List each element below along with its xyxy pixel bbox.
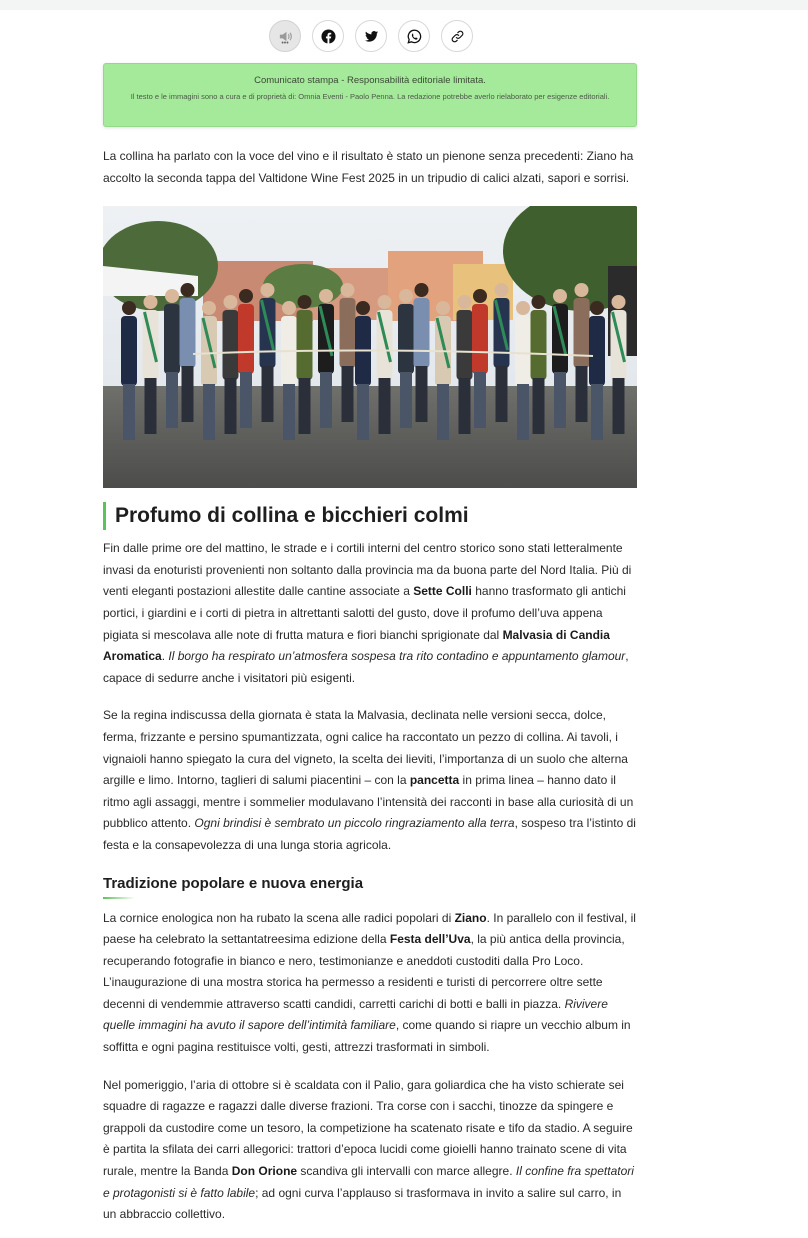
person-body: [611, 310, 627, 380]
twitter-share-button[interactable]: [355, 20, 387, 52]
article-intro: La collina ha parlato con la voce del vino e il risultato è stato un pienone senza precedenti: Ziano ha accolto la seconda tappa del Valtidone Wine Fest 2025 in un tripudio di calici alzati, sapori e sorrisi.: [103, 149, 634, 185]
person-body: [260, 298, 276, 368]
person-legs: [283, 384, 295, 440]
person-head: [356, 301, 370, 315]
person-body: [531, 310, 547, 380]
bold-text: Ziano: [454, 910, 487, 925]
whatsapp-share-button[interactable]: [398, 20, 430, 52]
person-head: [319, 289, 333, 303]
person-legs: [517, 384, 529, 440]
person-head: [298, 295, 312, 309]
person-legs: [320, 372, 332, 428]
person-body: [515, 316, 531, 386]
paragraph-4: [103, 1075, 637, 1226]
text-segment: Nel pomeriggio, l’aria di ottobre si è scaldata con il Palio, gara goliardica che ha visto schierate sei squadre di ragazze e ragazzi dalle diverse frazioni. Tra corse con i sacchi, tinozze da spingere e grappoli da custodire come un tesoro, la competizione ha scatenato risate e tifo da stadio. A seguire è partita la sfilata dei carri allegorici: trattori d’epoca lucidi come gioielli hanno trainato scene di vita rurale, mentre la Banda: [103, 1077, 633, 1179]
share-toolbar: [269, 20, 473, 52]
person-head: [261, 283, 275, 297]
person-head: [575, 283, 589, 297]
italic-text: Ogni brindisi è sembrato un piccolo ringraziamento alla terra: [194, 816, 515, 831]
text-segment: , come quando si riapre un vecchio album in soffitta e ogni pagina restituisce volti, gesti, attrezzi trasformati in simboli.: [103, 1018, 631, 1055]
audio-button[interactable]: [269, 20, 301, 52]
person-head: [473, 289, 487, 303]
person-body: [457, 310, 473, 380]
person-body: [340, 298, 356, 368]
article-hero-image: [103, 206, 637, 488]
person-head: [378, 295, 392, 309]
person-legs: [437, 384, 449, 440]
person-body: [318, 304, 334, 374]
notice-title: Comunicato stampa - Responsabilità editoriale limitata.: [254, 75, 486, 86]
person-legs: [459, 378, 471, 434]
person-head: [458, 295, 472, 309]
text-segment: La cornice enologica non ha rubato la scena alle radici popolari di: [103, 910, 455, 925]
person-legs: [342, 366, 354, 422]
person-head: [239, 289, 253, 303]
person-legs: [474, 372, 486, 428]
person-body: [143, 310, 159, 380]
person-body: [494, 298, 510, 368]
text-segment: , sospeso tra l’istinto di festa e la consapevolezza di una lunga storia agricola.: [103, 816, 636, 852]
section-heading-1: Profumo di collina e bicchieri colmi: [103, 502, 637, 530]
article-body: [103, 146, 637, 1238]
person-legs: [416, 366, 428, 422]
twitter-icon: [364, 29, 379, 44]
link-icon: [450, 29, 465, 44]
whatsapp-icon: [407, 29, 422, 44]
italic-text: Rivivere quelle immagini ha avuto il sapore dell’intimità familiare: [103, 996, 608, 1033]
person-head: [341, 283, 355, 297]
person-head: [495, 283, 509, 297]
text-segment: in prima linea – hanno dato il ritmo agli assaggi, mentre i sommelier modulavano l’intensità dei racconti in base alla curiosità di un pubblico attento.: [103, 773, 634, 831]
person-body: [398, 304, 414, 374]
person-head: [224, 295, 238, 309]
person-legs: [591, 384, 603, 440]
person-body: [164, 304, 180, 374]
text-segment: .: [161, 649, 169, 664]
person-legs: [299, 378, 311, 434]
person-legs: [400, 372, 412, 428]
bold-text: pancetta: [409, 773, 460, 788]
copy-link-button[interactable]: [441, 20, 473, 52]
person-head: [516, 301, 530, 315]
person-body: [552, 304, 568, 374]
person-body: [223, 310, 239, 380]
italic-text: Il confine fra spettatori e protagonisti si è fatto labile: [103, 1164, 634, 1200]
person-legs: [166, 372, 178, 428]
bold-text: Sette Colli: [413, 584, 472, 599]
person-legs: [613, 378, 625, 434]
person-legs: [145, 378, 157, 434]
person-legs: [225, 378, 237, 434]
person-body: [238, 304, 254, 374]
person-legs: [554, 372, 566, 428]
person-head: [612, 295, 626, 309]
ribbon-cutting-photo: [103, 206, 637, 488]
person-body: [472, 304, 488, 374]
person-body: [574, 298, 590, 368]
person-head: [590, 301, 604, 315]
paragraph-1: [103, 538, 637, 689]
person-head: [181, 283, 195, 297]
bold-text: Malvasia di Candia Aromatica: [103, 627, 610, 664]
person-head: [122, 301, 136, 315]
bold-text: Don Orione: [231, 1164, 298, 1179]
person-body: [377, 310, 393, 380]
text-segment: hanno trasformato gli antichi portici, i giardini e i corti di pietra in altrettanti salotti del gusto, dove il profumo dell’uva appena pigiata si mescolava alle note di frutta matura e fiori bianchi sprigionate dal: [103, 584, 626, 642]
italic-text: Il borgo ha respirato un’atmosfera sospesa tra rito contadino e appuntamento glamour: [168, 649, 626, 664]
person-head: [282, 301, 296, 315]
person-legs: [576, 366, 588, 422]
text-segment: Fin dalle prime ore del mattino, le strade e i cortili interni del centro storico sono stati letteralmente invasi da enoturisti provenienti non soltanto dalla provincia ma da buona parte del Nord Italia. Più di venti eleganti postazioni allestite dalle cantine associate a: [103, 541, 632, 599]
press-release-notice: [103, 63, 637, 127]
person-head: [532, 295, 546, 309]
audio-dots: •••: [281, 40, 289, 47]
paragraph-2: [103, 705, 637, 856]
person-legs: [203, 384, 215, 440]
person-head: [144, 295, 158, 309]
person-body: [121, 316, 137, 386]
text-segment: scandiva gli intervalli con marce allegre.: [297, 1164, 516, 1179]
heading-underline: [103, 897, 135, 899]
person-head: [436, 301, 450, 315]
person-legs: [182, 366, 194, 422]
notice-text: Il testo e le immagini sono a cura e di proprietà di: Omnia Eventi - Paolo Penna. La redazione potrebbe averlo rielaborato per esigenze editoriali.: [130, 92, 610, 101]
person-head: [399, 289, 413, 303]
person-legs: [240, 372, 252, 428]
person-legs: [533, 378, 545, 434]
facebook-share-button[interactable]: [312, 20, 344, 52]
person-body: [589, 316, 605, 386]
person-head: [553, 289, 567, 303]
facebook-icon: [321, 29, 336, 44]
person-body: [180, 298, 196, 368]
person-legs: [123, 384, 135, 440]
person-legs: [496, 366, 508, 422]
person-body: [414, 298, 430, 368]
bold-text: Festa dell’Uva: [389, 932, 471, 947]
person-body: [297, 310, 313, 380]
person-legs: [262, 366, 274, 422]
paragraph-3: [103, 908, 637, 1059]
top-bar: [0, 0, 808, 10]
person-legs: [357, 384, 369, 440]
person-head: [202, 301, 216, 315]
text-segment: ; ad ogni curva l’applauso si trasformava in invito a salire sul carro, in un abbraccio collettivo.: [103, 1185, 622, 1222]
text-segment: , capace di sedurre anche i visitatori più esigenti.: [103, 649, 629, 685]
person-head: [415, 283, 429, 297]
text-segment: Se la regina indiscussa della giornata è stata la Malvasia, declinata nelle versioni secca, dolce, ferma, frizzante e persino spumantizzata, ogni calice ha raccontato un pezzo di collina. Ai tavoli, i vignaioli hanno spiegato la cura del vigneto, la scelta dei lieviti, l’importanza di un suolo che alterna argille e limo. Intorno, taglieri di salumi piacentini – con la: [103, 708, 628, 788]
text-segment: , la più antica della provincia, recuperando fotografie in bianco e nero, testimonianze e aneddoti custoditi dalla Pro Loco. L’inaugurazione di una mostra storica ha permesso a residenti e turisti di percorrere oltre sette decenni di vendemmie attraverso scatti candidi, carretti carichi di botti e balli in piazza.: [103, 932, 625, 1011]
person-head: [165, 289, 179, 303]
section-heading-2: Tradizione popolare e nuova energia: [103, 874, 364, 892]
text-segment: . In parallelo con il festival, il paese ha celebrato la settantatreesima edizione della: [103, 910, 636, 947]
person-legs: [379, 378, 391, 434]
person-body: [201, 316, 217, 386]
